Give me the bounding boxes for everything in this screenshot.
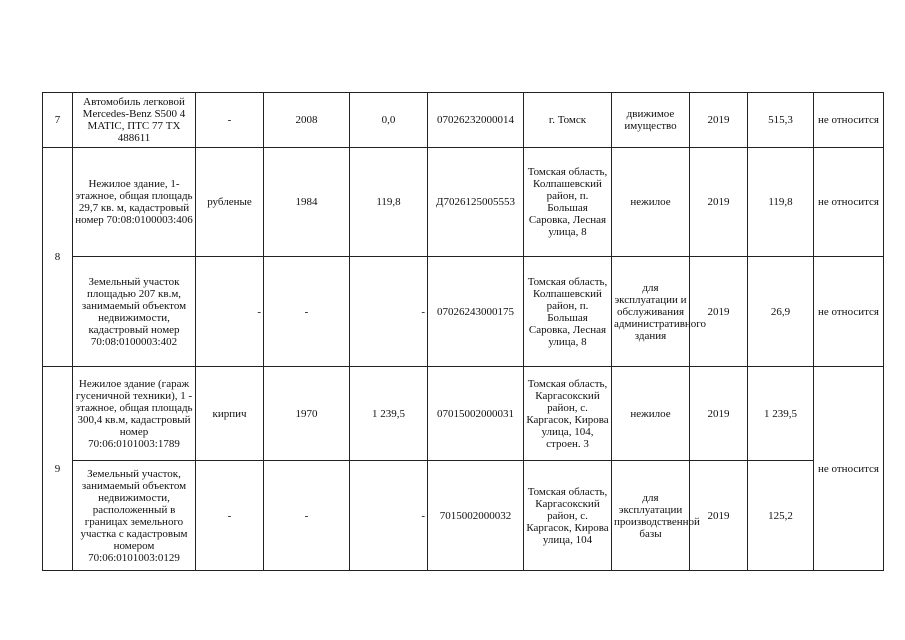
value: 1 239,5 (748, 367, 814, 461)
row-number: 7 (43, 93, 73, 148)
relation: не относится (814, 93, 884, 148)
object-name: Автомобиль легковой Mercedes-Benz S500 4 MATIC, ПТС 77 ТХ 488611 (73, 93, 196, 148)
object-name: Нежилое здание (гараж гусеничной техники), 1 - этажное, общая площадь 300,4 кв.м, кадастровый номер 70:06:0101003:1789 (73, 367, 196, 461)
area: - (350, 461, 428, 571)
assessment-year: 2019 (690, 367, 748, 461)
year-built: 2008 (264, 93, 350, 148)
relation: не относится (814, 148, 884, 257)
area: - (350, 257, 428, 367)
inventory-number: 07026243000175 (428, 257, 524, 367)
wall-material: - (196, 93, 264, 148)
assessment-year: 2019 (690, 257, 748, 367)
wall-material: - (196, 257, 264, 367)
value: 125,2 (748, 461, 814, 571)
address: Томская область, Колпашевский район, п. Большая Саровка, Лесная улица, 8 (524, 257, 612, 367)
table-row (43, 257, 884, 367)
inventory-number: Д7026125005553 (428, 148, 524, 257)
assessment-year: 2019 (690, 93, 748, 148)
wall-material: рубленые (196, 148, 264, 257)
inventory-number: 07026232000014 (428, 93, 524, 148)
relation: не относится (814, 367, 884, 571)
year-built: - (264, 461, 350, 571)
wall-material: - (196, 461, 264, 571)
table-row (43, 367, 884, 461)
object-name: Земельный участок площадью 207 кв.м, занимаемый объектом недвижимости, кадастровый номер 70:08:0100003:402 (73, 257, 196, 367)
object-name: Земельный участок, занимаемый объектом недвижимости, расположенный в границах земельного участка с кадастровым номером 70:06:0101003:0129 (73, 461, 196, 571)
property-table (42, 92, 884, 571)
address: Томская область, Колпашевский район, п. Большая Саровка, Лесная улица, 8 (524, 148, 612, 257)
object-name: Нежилое здание, 1-этажное, общая площадь 29,7 кв. м, кадастровый номер 70:08:0100003:406 (73, 148, 196, 257)
inventory-number: 7015002000032 (428, 461, 524, 571)
inventory-number: 07015002000031 (428, 367, 524, 461)
row-number: 8 (43, 148, 73, 367)
purpose: для эксплуатации и обслуживания административного здания (612, 257, 690, 367)
value: 26,9 (748, 257, 814, 367)
purpose: нежилое (612, 367, 690, 461)
purpose: нежилое (612, 148, 690, 257)
year-built: - (264, 257, 350, 367)
row-number: 9 (43, 367, 73, 571)
wall-material: кирпич (196, 367, 264, 461)
year-built: 1984 (264, 148, 350, 257)
year-built: 1970 (264, 367, 350, 461)
area: 119,8 (350, 148, 428, 257)
assessment-year: 2019 (690, 461, 748, 571)
address: г. Томск (524, 93, 612, 148)
table-row (43, 148, 884, 257)
area: 1 239,5 (350, 367, 428, 461)
purpose: движимое имущество (612, 93, 690, 148)
area: 0,0 (350, 93, 428, 148)
assessment-year: 2019 (690, 148, 748, 257)
address: Томская область, Каргасокский район, с. Каргасок, Кирова улица, 104 (524, 461, 612, 571)
relation: не относится (814, 257, 884, 367)
table-row (43, 93, 884, 148)
purpose: для эксплуатации производственной базы (612, 461, 690, 571)
table-row (43, 461, 884, 571)
address: Томская область, Каргасокский район, с. Каргасок, Кирова улица, 104, строен. 3 (524, 367, 612, 461)
value: 515,3 (748, 93, 814, 148)
value: 119,8 (748, 148, 814, 257)
